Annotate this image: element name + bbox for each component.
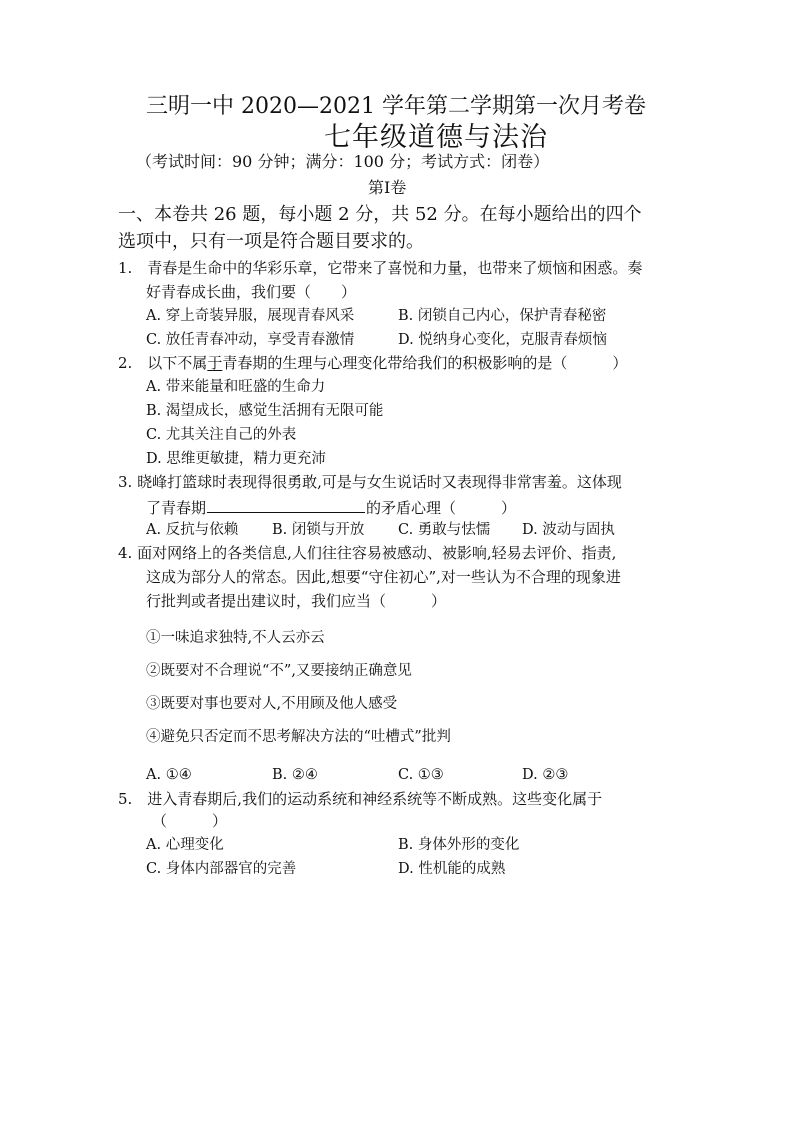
q2-option-a: A. 带来能量和旺盛的生命力: [146, 379, 326, 395]
q5-option-b: B. 身体外形的变化: [398, 837, 520, 853]
q2-stem-post: 青春期的生理与心理变化带给我们的积极影响的是（ ）: [222, 354, 628, 372]
q3-option-b: B. 闭锁与开放: [272, 522, 365, 538]
q4-statement-2: ②既要对不合理说“不”,又要接纳正确意见: [146, 663, 412, 679]
q4-stem-line2: 这成为部分人的常态。因此,想要“守住初心”,对一些认为不合理的现象进: [146, 568, 621, 586]
section-instruction-line2: 选项中，只有一项是符合题目要求的。: [118, 231, 424, 252]
exam-title: 三明一中 2020—2021 学年第二学期第一次月考卷: [146, 94, 646, 119]
q5-stem-line2: （ ）: [152, 812, 228, 830]
q3-option-c: C. 勇敢与怯懦: [398, 522, 491, 538]
q1-option-a: A. 穿上奇装异服，展现青春风采: [146, 308, 355, 324]
q4-statement-3: ③既要对事也要对人,不用顾及他人感受: [146, 696, 398, 712]
exam-info: （考试时间：90 分钟；满分：100 分；考试方式：闭卷）: [136, 152, 550, 171]
q3-fill-blank: [207, 499, 365, 513]
q3-stem-pre: 了青春期: [146, 499, 207, 517]
q4-option-a: A. ①④: [146, 767, 192, 783]
q1-option-b: B. 闭锁自己内心，保护青春秘密: [398, 308, 607, 324]
q3-stem-line2: [146, 499, 516, 516]
q3-stem-line1: 3. 晓峰打篮球时表现得很勇敢,可是与女生说话时又表现得非常害羞。这体现: [118, 473, 622, 491]
q2-stem-underlined: 于: [207, 354, 223, 372]
q4-stem-line1: 4. 面对网络上的各类信息,人们往往容易被感动、被影响,轻易去评价、指责,: [118, 544, 617, 562]
q2-option-b: B. 渴望成长，感觉生活拥有无限可能: [146, 403, 384, 419]
q4-option-c: C. ①③: [398, 767, 444, 783]
q5-option-a: A. 心理变化: [146, 837, 224, 853]
q4-statement-4: ④避免只否定而不思考解决方法的“吐槽式”批判: [146, 729, 451, 745]
q3-option-d: D. 波动与固执: [522, 522, 615, 538]
volume-label: 第Ⅰ卷: [368, 178, 407, 197]
q2-stem: [118, 356, 627, 371]
q4-option-b: B. ②④: [272, 767, 318, 783]
q4-stem-line3: 行批判或者提出建议时，我们应当（ ）: [146, 592, 447, 610]
q5-option-d: D. 性机能的成熟: [398, 861, 506, 877]
q5-stem-line1: 5. 进入青春期后,我们的运动系统和神经系统等不断成熟。这些变化属于: [118, 790, 603, 808]
q1-option-c: C. 放任青春冲动，享受青春激情: [146, 332, 355, 348]
q5-option-c: C. 身体内部器官的完善: [146, 861, 297, 877]
subject-title: 七年级道德与法治: [324, 122, 548, 153]
q3-stem-post: 的矛盾心理（ ）: [366, 499, 517, 517]
q2-option-d: D. 思维更敏捷，精力更充沛: [146, 451, 326, 467]
q2-option-c: C. 尤其关注自己的外表: [146, 427, 297, 443]
q1-stem-line1: 1. 青春是生命中的华彩乐章，它带来了喜悦和力量，也带来了烦恼和困惑。奏: [118, 259, 643, 277]
q4-statement-1: ①一味追求独特,不人云亦云: [146, 630, 325, 646]
q4-option-d: D. ②③: [522, 767, 569, 783]
q2-stem-pre: 2. 以下不属: [118, 354, 208, 372]
q1-option-d: D. 悦纳身心变化，克服青春烦恼: [398, 332, 607, 348]
q3-option-a: A. 反抗与依赖: [146, 522, 239, 538]
q1-stem-line2: 好青春成长曲，我们要（ ）: [146, 283, 357, 301]
section-instruction-line1: 一、本卷共 26 题，每小题 2 分，共 52 分。在每小题给出的四个: [118, 204, 642, 225]
